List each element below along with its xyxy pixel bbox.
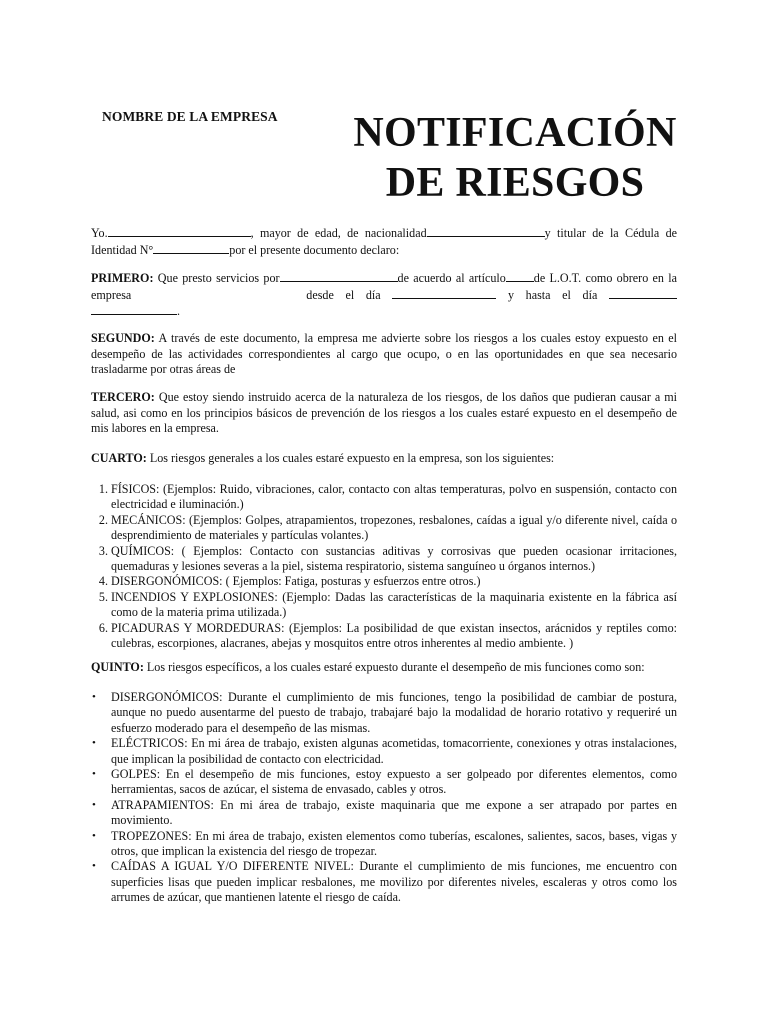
bullet-icon: • (92, 737, 96, 750)
bullet-icon: • (92, 768, 96, 781)
title-line-1: NOTIFICACIÓN (353, 110, 677, 156)
segundo-label: SEGUNDO: (91, 331, 155, 345)
general-risks-list (91, 482, 677, 651)
list-item (92, 828, 677, 860)
tercero-label: TERCERO: (91, 390, 155, 404)
intro-declaro: por el presente documento declaro: (229, 242, 400, 257)
bullet-icon: • (92, 860, 96, 873)
list-item-text: TROPEZONES: En mi área de trabajo, existen elementos como tuberías, escalones, salientes, sacos, bases, vigas y otros, que implican la existencia del riesgo de tropezar. (111, 828, 677, 859)
intro-paragraph (91, 225, 677, 258)
bullet-icon: • (92, 691, 96, 703)
intro-mayor: , mayor de edad, de nacionalidad (250, 226, 427, 240)
primero-text-1: Que presto servicios por (153, 271, 280, 285)
primero-text-5: y hasta el día (496, 287, 598, 302)
company-name: NOMBRE DE LA EMPRESA (102, 109, 278, 124)
blank-start-date (392, 287, 496, 299)
list-item-text: DISERGONÓMICOS: Durante el cumplimiento de mis funciones, tengo la posibilidad de cambiar de postura, aunque no puedo ausentarme del puesto de trabajo, trabajaré bajo la modalidad de horario rotativo y requeriré un esfuerzo moderado para el desempeño de las mismas. (111, 690, 677, 735)
list-item (92, 690, 677, 736)
list-item: 3. QUÍMICOS: ( Ejemplos: Contacto con sustancias aditivas y corrosivas que pueden ocasionar irritaciones, quemaduras y lesiones severas a la piel, sistema respiratorio, sistema sanguíneo u órganos internos.) (111, 544, 677, 575)
primero-label: PRIMERO: (91, 271, 154, 285)
list-item: 2. MECÁNICOS: (Ejemplos: Golpes, atrapamientos, tropezones, resbalones, caídas a igual y/o diferente nivel, caída o desprendimiento de materiales y partículas volantes.) (111, 513, 677, 544)
cuarto-label: CUARTO: (91, 451, 147, 465)
specific-risks-list (91, 690, 677, 906)
tercero-text: Que estoy siendo instruido acerca de la naturaleza de los riesgos, de los daños que pudieran causar a mi salud, asi como en los principios básicos de prevención de los riesgos a los cuales estaré expuesto en el desempeño de mis labores en la empresa. (91, 390, 677, 436)
intro-yo: Yo. (91, 226, 108, 240)
list-item-text: CAÍDAS A IGUAL Y/O DIFERENTE NIVEL: Durante el cumplimiento de mis funciones, me encuentro con superficies lisas que pueden implicar resbalones, me movilizo por diferentes niveles, escaleras y otros como los arrumes de azúcar, que mantienen latente el riesgo de caída. (111, 859, 677, 905)
list-item: 4. DISERGONÓMICOS: ( Ejemplos: Fatiga, posturas y esfuerzos entre otros.) (111, 574, 677, 589)
cuarto-text: Los riesgos generales a los cuales estaré expuesto en la empresa, son los siguientes: (146, 451, 555, 465)
list-item: 6. PICADURAS Y MORDEDURAS: (Ejemplos: La posibilidad de que existan insectos, arácnidos y reptiles como: culebras, escorpiones, alacranes, abejas y mosquitos entre otros inherentes al medio ambiente. ) (111, 621, 677, 652)
blank-services (280, 270, 398, 282)
blank-name (108, 225, 251, 237)
quinto-text: Los riesgos específicos, a los cuales estaré expuesto durante el desempeño de mis funciones como son: (143, 660, 645, 674)
blank-id-number (153, 242, 229, 254)
quinto-label: QUINTO: (91, 660, 144, 674)
bullet-icon: • (92, 798, 96, 811)
primero-text-4: desde el día (306, 287, 381, 302)
quinto-section (91, 660, 677, 676)
list-item: 5. INCENDIOS Y EXPLOSIONES: (Ejemplo: Dadas las características de la maquinaria existente en la fábrica así como de la materia prima utilizada.) (111, 590, 677, 621)
bullet-icon: • (92, 829, 96, 842)
blank-end-date-cont (91, 303, 177, 315)
list-item: 1. FÍSICOS: (Ejemplos: Ruido, vibraciones, calor, contacto con altas temperaturas, polvo en suspensión, contacto con electricidad e iluminación.) (111, 482, 677, 513)
blank-nationality (427, 225, 545, 237)
segundo-section (91, 331, 677, 378)
blank-company (131, 288, 306, 299)
list-item-text: ELÉCTRICOS: En mi área de trabajo, existen algunas acometidas, tomacorriente, conexiones y otras instalaciones, que implican la posibilidad de contacto con electricidad. (111, 736, 677, 766)
list-item (92, 859, 677, 905)
cuarto-section (91, 451, 677, 467)
list-item-text: GOLPES: En el desempeño de mis funciones, estoy expuesto a ser golpeado por diferentes elementos, como herramientas, sacos de azúcar, el sistema de envasado, cables y otros. (111, 767, 677, 797)
segundo-text: A través de este documento, la empresa me advierte sobre los riesgos a los cuales estoy expuesto en el desempeño de las actividades correspondientes al cargo que ocupo, o en las oportunidades en que sea necesario trasladarme por otras áreas de (91, 331, 677, 377)
primero-text-6: . (177, 304, 181, 319)
list-item (92, 736, 677, 767)
list-item (92, 767, 677, 798)
title-line-2: DE RIESGOS (385, 160, 645, 206)
list-item-text: ATRAPAMIENTOS: En mi área de trabajo, existe maquinaria que me expone a ser atrapado por partes en movimiento. (111, 797, 677, 828)
primero-text-2: de acuerdo al artículo (397, 271, 506, 285)
tercero-section (91, 390, 677, 437)
primero-section (91, 270, 677, 320)
blank-article (506, 270, 534, 282)
intro-titular: y titular de la Cédula de Identidad N° (91, 226, 677, 257)
document-title (340, 108, 690, 208)
blank-end-date (609, 287, 677, 299)
list-item (92, 797, 677, 829)
primero-text-3: de L.O.T. como obrero en la empresa (91, 271, 677, 302)
